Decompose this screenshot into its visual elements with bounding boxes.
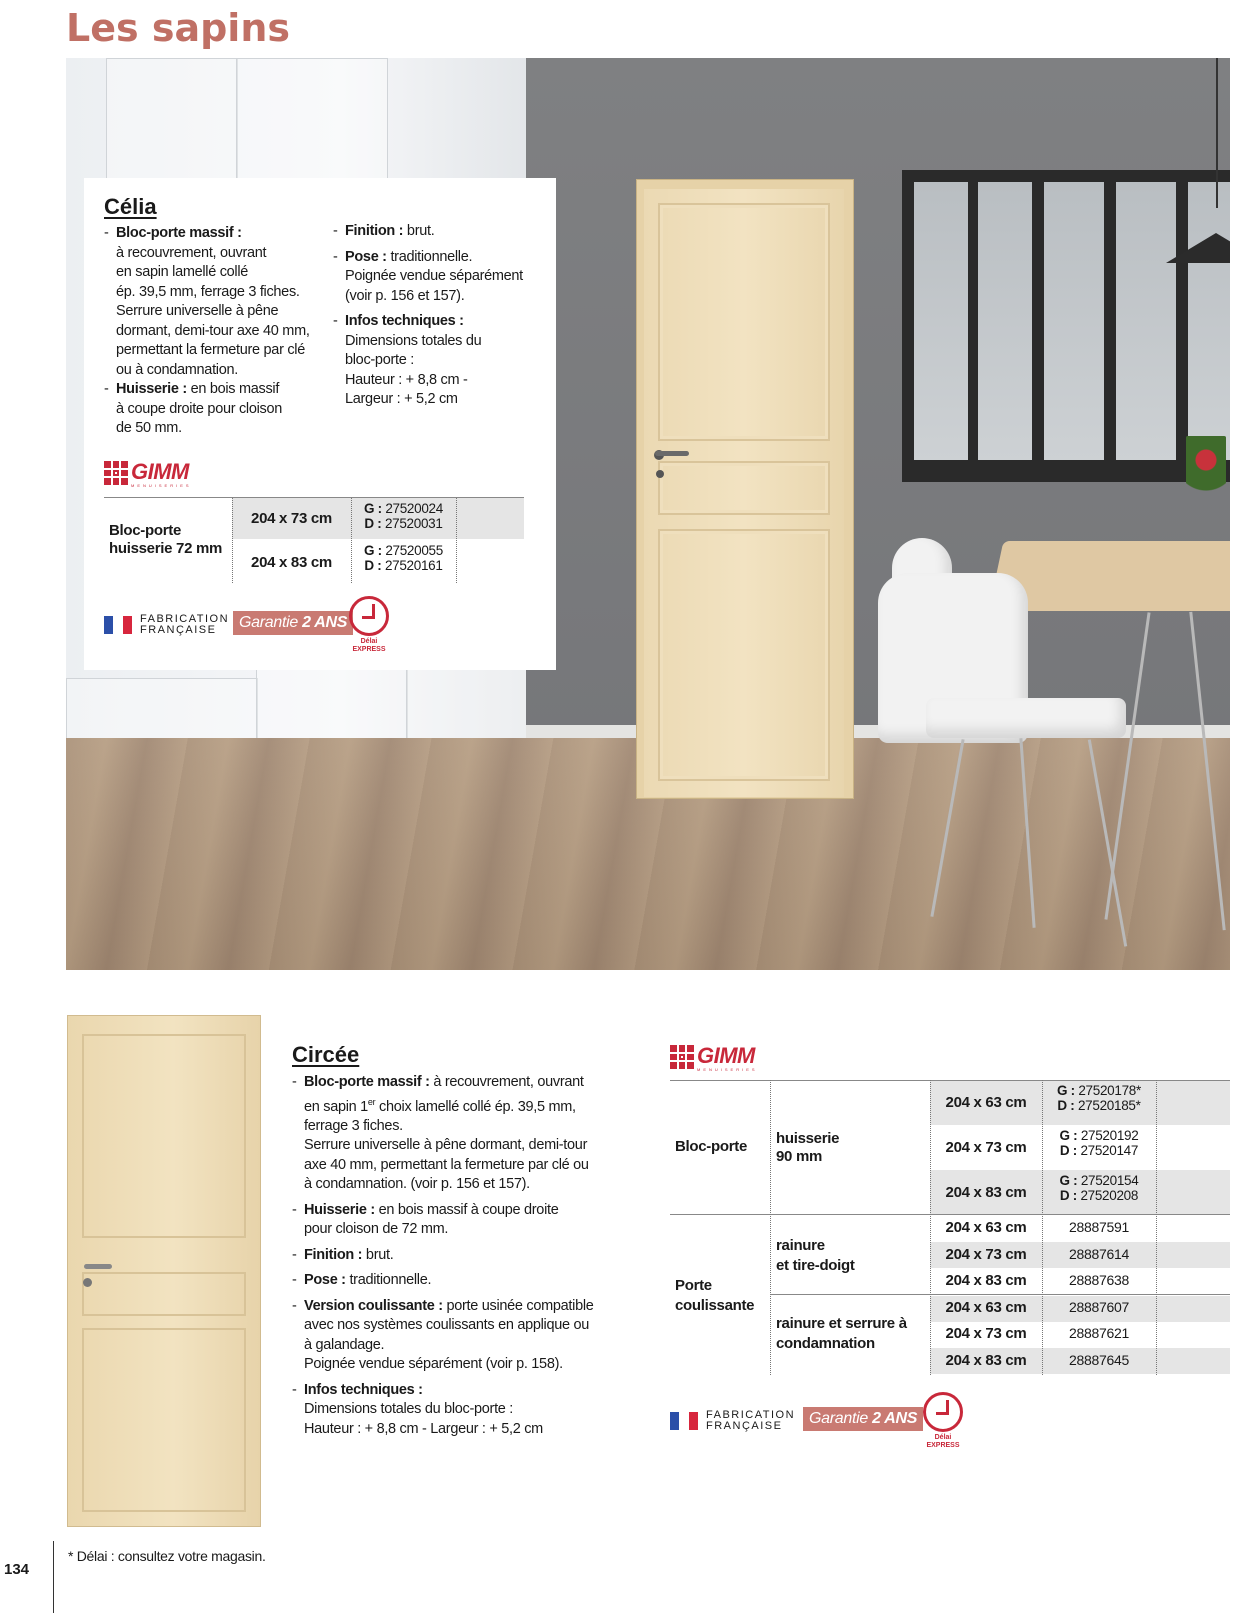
circee-size: 204 x 63 cm — [945, 1094, 1027, 1111]
circee-size: 204 x 63 cm — [945, 1299, 1027, 1316]
celia-pose-line: Poignée vendue séparément — [345, 268, 523, 284]
celia-infos-line: Dimensions totales du — [345, 332, 482, 349]
circee-bloc-line: Serrure universelle à pêne dormant, demi-tour — [304, 1137, 588, 1154]
circee-bloc-line: axe 40 mm, permettant la fermeture par clé ou — [304, 1156, 589, 1173]
celia-bloc-line: ép. 39,5 mm, ferrage 3 fiches. — [116, 283, 300, 300]
circee-pose-label: Pose : — [304, 1272, 346, 1289]
circee-coulissante-line: à galandage. — [304, 1336, 385, 1353]
celia-bloc-line: Serrure universelle à pêne — [116, 303, 279, 319]
circee-group-bloc-porte: Bloc-porte — [675, 1138, 748, 1155]
circee-huisserie-line: pour cloison de 72 mm. — [304, 1221, 449, 1238]
celia-huisserie-text: en bois massif — [186, 381, 280, 397]
celia-title: Célia — [104, 194, 157, 219]
celia-specs-right — [333, 222, 543, 410]
circee-size: 204 x 73 cm — [945, 1246, 1027, 1263]
gimm-logo-tagline: MENUISERIES — [131, 483, 192, 488]
circee-size: 204 x 63 cm — [945, 1219, 1027, 1236]
circee-ref-code: G : 27520192 D : 27520147 — [1059, 1128, 1139, 1158]
celia-table-label-line: Bloc-porte — [109, 522, 182, 539]
circee-infos-line: Hauteur : + 8,8 cm - Largeur : + 5,2 cm — [304, 1420, 543, 1437]
circee-infos-line: Dimensions totales du bloc-porte : — [304, 1401, 514, 1418]
gimm-logo-word: GIMM — [131, 459, 189, 484]
gimm-logo — [670, 1045, 758, 1072]
circee-ref-table — [670, 1080, 1230, 1375]
celia-finition-label: Finition : — [345, 223, 404, 239]
circee-size: 204 x 73 cm — [945, 1325, 1027, 1342]
door-handle — [655, 451, 689, 456]
circee-ref-code: 28887591 — [1069, 1219, 1129, 1235]
circee-size: 204 x 83 cm — [945, 1352, 1027, 1369]
circee-pose-text: traditionnelle. — [345, 1272, 432, 1289]
celia-ref-table — [104, 497, 524, 583]
celia-table-label-line: huisserie 72 mm — [109, 540, 223, 557]
circee-ref-code: 28887607 — [1069, 1299, 1129, 1315]
circee-title: Circée — [292, 1042, 360, 1067]
celia-infos-line: Largeur : + 5,2 cm — [345, 391, 458, 407]
circee-bloc-line: à condamnation. (voir p. 156 et 157). — [304, 1176, 530, 1193]
celia-size: 204 x 83 cm — [251, 554, 332, 571]
circee-ref-code: 28887645 — [1069, 1352, 1129, 1368]
circee-coulissante-label: Version coulissante : — [304, 1297, 443, 1314]
circee-finition-label: Finition : — [304, 1246, 363, 1263]
celia-pose-line: (voir p. 156 et 157). — [345, 287, 465, 304]
circee-group-porte-coulissante: Porte coulissante — [675, 1277, 755, 1314]
celia-pose-label: Pose : — [345, 248, 387, 265]
circee-bloc-line: ferrage 3 fiches. — [304, 1117, 403, 1134]
door-handle — [84, 1264, 112, 1269]
circee-coulissante-line: Poignée vendue séparément (voir p. 158). — [304, 1356, 563, 1373]
gimm-logo-word: GIMM — [697, 1043, 755, 1068]
celia-bloc-line: dormant, demi-tour axe 40 mm, — [116, 322, 310, 339]
circee-door-photo — [67, 1015, 261, 1527]
gimm-logo — [104, 461, 192, 488]
circee-ref-code: 28887638 — [1069, 1272, 1129, 1288]
circee-size: 204 x 83 cm — [945, 1272, 1027, 1289]
celia-huisserie-line: de 50 mm. — [116, 420, 182, 436]
celia-product-card — [84, 178, 556, 670]
celia-huisserie-label: Huisserie : — [116, 381, 187, 397]
circee-ref-code: G : 27520154 D : 27520208 — [1059, 1173, 1139, 1203]
garantie-badge: Garantie 2 ANS — [233, 611, 353, 635]
circee-sub-serrure: rainure et serrure à condamnation — [776, 1315, 907, 1352]
celia-ref-code: G : 27520024 D : 27520031 — [364, 501, 443, 531]
circee-specs: - Bloc-porte massif : à recouvrement, ouvrant en sapin 1er choix lamellé collé ép. 39,5 mm, ferrage 3 fiches. Serrure universelle à pêne dormant, demi-tour axe 40 mm, permettant la fermeture par clé ou à condamnation. (voir p. 156 et 157). - Huisserie : en bois massif à coupe droite pour cloison de 72 mm. - Finition : brut. - Pose : traditionnelle. - Version coulissante : porte usinée compatible avec nos systèmes coulissants en applique ou à galandage. Poignée vendue séparément (voir p. 158). - Infos techniques : Dimensions totales du bloc-porte : Hauteur : + 8,8 cm - Largeur : + 5,2 cm — [292, 1073, 622, 1439]
circee-bloc-text: à recouvrement, ouvrant — [429, 1074, 584, 1090]
celia-bloc-label: Bloc-porte massif : — [116, 225, 242, 241]
delai-express-icon: Délai EXPRESS — [348, 596, 390, 654]
gimm-logo-tagline: MENUISERIES — [697, 1067, 758, 1072]
celia-table-label — [109, 522, 222, 558]
page-divider — [53, 1541, 54, 1613]
circee-infos-label: Infos techniques : — [304, 1381, 423, 1398]
celia-ref-code: G : 27520055 D : 27520161 — [364, 543, 443, 573]
delai-express-icon: Délai EXPRESS — [922, 1392, 964, 1450]
celia-door-photo — [644, 189, 844, 797]
celia-pose-text: traditionnelle. — [386, 248, 473, 265]
circee-ref-code: 28887621 — [1069, 1325, 1129, 1341]
fabrication-francaise-badge: FABRICATION FRANÇAISE — [104, 614, 229, 636]
garantie-badge: Garantie 2 ANS — [803, 1407, 923, 1431]
celia-size: 204 x 73 cm — [251, 510, 332, 527]
footnote: * Délai : consultez votre magasin. — [68, 1548, 266, 1564]
celia-bloc-line: à recouvrement, ouvrant — [116, 244, 267, 261]
circee-bloc-label: Bloc-porte massif : — [304, 1074, 430, 1090]
circee-huisserie-text: en bois massif à coupe droite — [374, 1201, 559, 1218]
circee-size: 204 x 73 cm — [945, 1139, 1027, 1156]
circee-coulissante-text: porte usinée compatible — [442, 1297, 594, 1314]
page-title: Les sapins — [66, 6, 290, 50]
circee-size: 204 x 83 cm — [945, 1184, 1027, 1201]
celia-bloc-line: ou à condamnation. — [116, 361, 238, 378]
celia-infos-line: bloc-porte : — [345, 352, 414, 368]
circee-sub-tire-doigt: rainure et tire-doigt — [776, 1237, 855, 1274]
circee-ref-code: 28887614 — [1069, 1246, 1129, 1262]
celia-bloc-line: en sapin lamellé collé — [116, 264, 249, 280]
celia-infos-line: Hauteur : + 8,8 cm - — [345, 371, 468, 388]
circee-ref-code: G : 27520178* D : 27520185* — [1057, 1083, 1141, 1113]
page-number: 134 — [4, 1561, 30, 1578]
circee-finition-text: brut. — [362, 1246, 394, 1263]
celia-specs-left — [104, 224, 334, 439]
glass-partition — [902, 170, 1230, 482]
celia-infos-label: Infos techniques : — [345, 313, 464, 329]
circee-coulissante-line: avec nos systèmes coulissants en applique ou — [304, 1317, 590, 1334]
fabrication-francaise-badge: FABRICATION FRANÇAISE — [670, 1410, 795, 1432]
circee-sub-huisserie: huisserie 90 mm — [776, 1130, 840, 1165]
circee-huisserie-label: Huisserie : — [304, 1201, 375, 1218]
celia-huisserie-line: à coupe droite pour cloison — [116, 400, 283, 417]
celia-finition-text: brut. — [403, 223, 435, 239]
celia-bloc-line: permettant la fermeture par clé — [116, 342, 305, 358]
